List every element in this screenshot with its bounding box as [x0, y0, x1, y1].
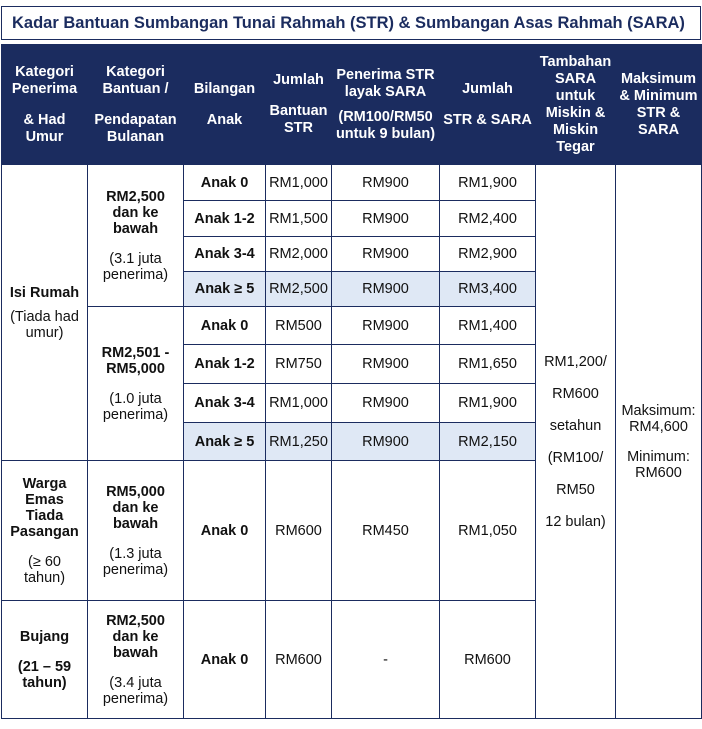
page-title: Kadar Bantuan Sumbangan Tunai Rahmah (STR) & Sumbangan Asas Rahmah (SARA)	[1, 6, 701, 40]
total-cell: RM1,050	[440, 461, 536, 601]
anak-cell: Anak 0	[184, 307, 266, 345]
total-cell: RM1,400	[440, 307, 536, 345]
sara-cell: RM450	[332, 461, 440, 601]
sara-cell: -	[332, 601, 440, 719]
anak-cell: Anak ≥ 5	[184, 423, 266, 461]
income-bujang: RM2,500 dan ke bawah (3.4 juta penerima)	[88, 601, 184, 719]
str-cell: RM1,000	[266, 165, 332, 201]
str-cell: RM600	[266, 461, 332, 601]
total-cell: RM2,400	[440, 201, 536, 237]
sara-cell: RM900	[332, 272, 440, 307]
anak-cell: Anak 1-2	[184, 201, 266, 237]
anak-cell: Anak 3-4	[184, 384, 266, 423]
str-cell: RM2,500	[266, 272, 332, 307]
anak-cell: Anak 0	[184, 461, 266, 601]
sara-cell: RM900	[332, 201, 440, 237]
anak-cell: Anak 0	[184, 165, 266, 201]
sara-cell: RM900	[332, 165, 440, 201]
sara-cell: RM900	[332, 237, 440, 272]
total-cell: RM1,900	[440, 384, 536, 423]
header-jumlah-str-sara: Jumlah STR & SARA	[440, 45, 536, 165]
table-row	[2, 165, 702, 201]
str-cell: RM750	[266, 345, 332, 384]
page	[1, 6, 701, 719]
anak-cell: Anak 1-2	[184, 345, 266, 384]
total-cell: RM1,650	[440, 345, 536, 384]
sara-cell: RM900	[332, 423, 440, 461]
income-band-1: RM2,500 dan ke bawah (3.1 juta penerima)	[88, 165, 184, 307]
sara-cell: RM900	[332, 307, 440, 345]
group-warga-emas: Warga Emas Tiada Pasangan (≥ 60 tahun)	[2, 461, 88, 601]
total-cell: RM1,900	[440, 165, 536, 201]
anak-cell: Anak 3-4	[184, 237, 266, 272]
sara-cell: RM900	[332, 345, 440, 384]
sara-cell: RM900	[332, 384, 440, 423]
header-maksimum-minimum: Maksimum & Minimum STR & SARA	[616, 45, 702, 165]
total-cell: RM2,150	[440, 423, 536, 461]
anak-cell: Anak 0	[184, 601, 266, 719]
tambahan-sara-cell: RM1,200/ RM600 setahun (RM100/ RM50 12 bulan)	[536, 165, 616, 719]
group-isi-rumah: Isi Rumah (Tiada had umur)	[2, 165, 88, 461]
maks-min-cell: Maksimum: RM4,600 Minimum: RM600	[616, 165, 702, 719]
total-cell: RM600	[440, 601, 536, 719]
str-cell: RM2,000	[266, 237, 332, 272]
anak-cell: Anak ≥ 5	[184, 272, 266, 307]
income-warga-emas: RM5,000 dan ke bawah (1.3 juta penerima)	[88, 461, 184, 601]
header-tambahan-sara: Tambahan SARA untuk Miskin & Miskin Tegar	[536, 45, 616, 165]
header-bilangan-anak: Bilangan Anak	[184, 45, 266, 165]
str-sara-table	[1, 44, 702, 719]
str-cell: RM1,000	[266, 384, 332, 423]
str-cell: RM1,500	[266, 201, 332, 237]
group-bujang: Bujang (21 – 59 tahun)	[2, 601, 88, 719]
income-band-2: RM2,501 - RM5,000 (1.0 juta penerima)	[88, 307, 184, 461]
header-penerima-sara: Penerima STR layak SARA (RM100/RM50 untuk 9 bulan)	[332, 45, 440, 165]
header-kategori-bantuan: Kategori Bantuan / Pendapatan Bulanan	[88, 45, 184, 165]
total-cell: RM2,900	[440, 237, 536, 272]
str-cell: RM1,250	[266, 423, 332, 461]
total-cell: RM3,400	[440, 272, 536, 307]
str-cell: RM600	[266, 601, 332, 719]
str-cell: RM500	[266, 307, 332, 345]
header-row	[2, 45, 702, 165]
header-kategori-penerima: Kategori Penerima & Had Umur	[2, 45, 88, 165]
header-jumlah-bantuan: Jumlah Bantuan STR	[266, 45, 332, 165]
